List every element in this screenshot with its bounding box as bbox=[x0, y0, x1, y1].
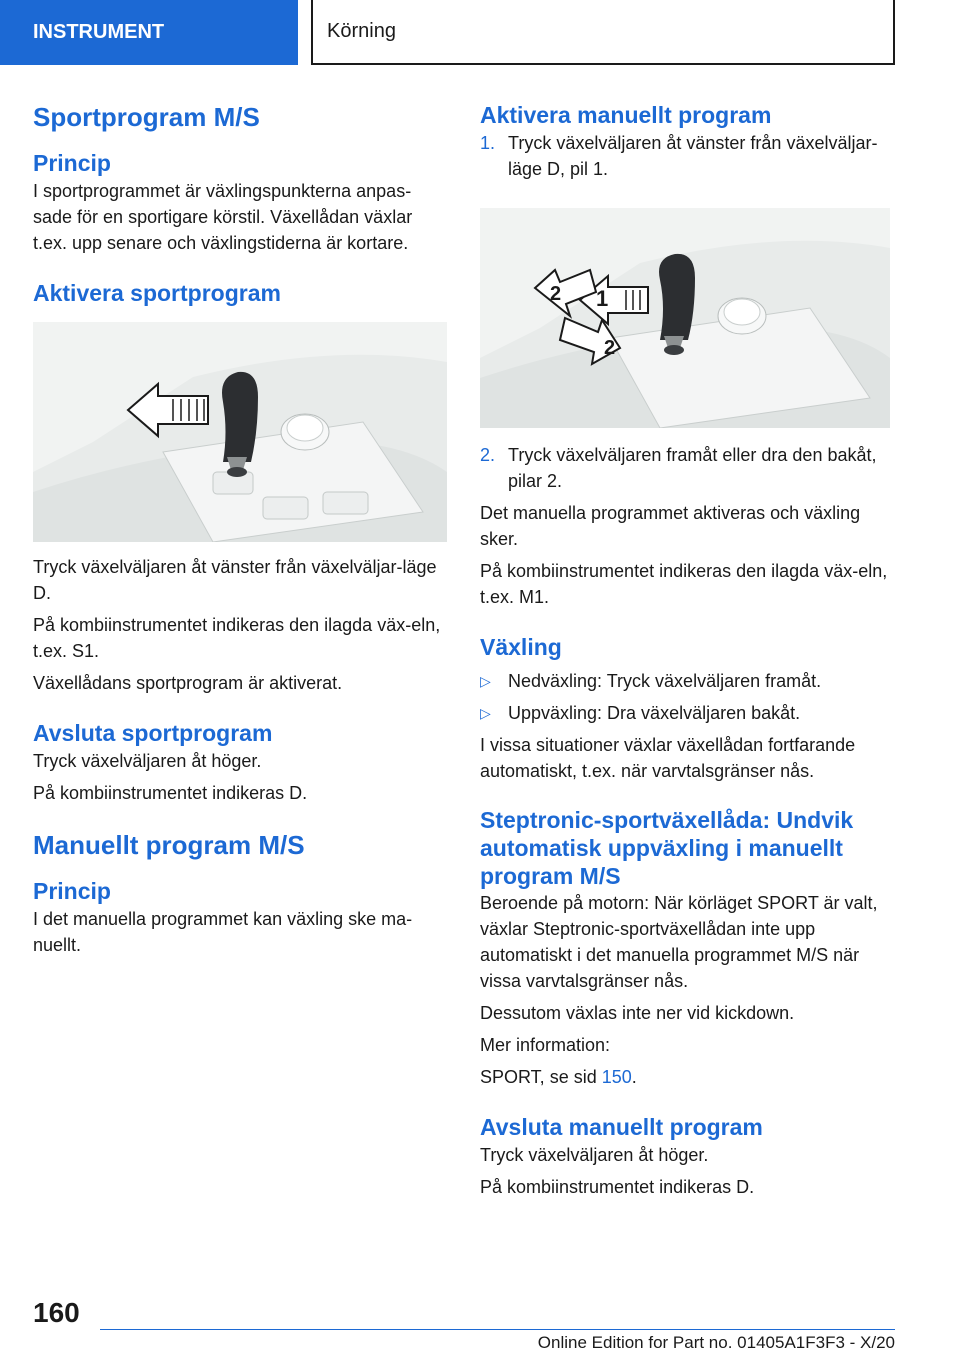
triangle-bullet-icon: ▷ bbox=[480, 705, 491, 721]
triangle-bullet-icon: ▷ bbox=[480, 673, 491, 689]
paragraph-endm-1: Tryck växelväljaren åt höger. bbox=[480, 1145, 709, 1165]
left-column bbox=[33, 100, 447, 958]
paragraph-end-1: Tryck växelväljaren åt höger. bbox=[33, 751, 262, 771]
heading-activate-sport: Aktivera sportprogram bbox=[33, 280, 281, 306]
paragraph-shift: I vissa situationer växlar växellådan fortfarande automatiskt, t.ex. när varvtalsgränser nås. bbox=[480, 735, 856, 781]
paragraph-sport-2: På kombiinstrumentet indikeras den ilagda väx-eln, t.ex. S1. bbox=[33, 615, 441, 661]
header-chapter-tab[interactable] bbox=[311, 0, 895, 65]
heading-shift: Växling bbox=[480, 634, 562, 660]
step-number: 2. bbox=[480, 445, 496, 465]
figure-label-arrow-2b: 2 bbox=[604, 337, 616, 359]
paragraph-end-2: På kombiinstrumentet indikeras D. bbox=[33, 783, 308, 803]
list-item-text: Uppväxling: Dra växelväljaren bakåt. bbox=[508, 703, 801, 723]
paragraph-steptronic-3: Mer information: bbox=[480, 1035, 611, 1055]
shift-list bbox=[480, 668, 892, 726]
steps-list-2 bbox=[480, 442, 892, 494]
heading-steptronic: Steptronic-sportväxellåda: Undvik automatisk uppväxling i manuellt program M/S bbox=[480, 807, 854, 889]
paragraph-manual-2: På kombiinstrumentet indikeras den ilagda väx-eln, t.ex. M1. bbox=[480, 561, 888, 607]
paragraph-steptronic-2: Dessutom växlas inte ner vid kickdown. bbox=[480, 1003, 795, 1023]
page-reference-link[interactable]: 150 bbox=[601, 1067, 632, 1087]
step-text: Tryck växelväljaren framåt eller dra den bakåt, pilar 2. bbox=[508, 445, 877, 491]
heading-sport-ms: Sportprogram M/S bbox=[33, 102, 260, 132]
paragraph-steptronic-4 bbox=[480, 1064, 892, 1090]
page-number: 160 bbox=[33, 1297, 80, 1328]
heading-end-manual: Avsluta manuellt program bbox=[480, 1114, 763, 1140]
heading-activate-manual: Aktivera manuellt program bbox=[480, 102, 772, 128]
header-section-label: INSTRUMENT bbox=[33, 21, 165, 43]
paragraph-sport-1: Tryck växelväljaren åt vänster från växelväljar-läge D. bbox=[33, 557, 437, 603]
header-chapter-label: Körning bbox=[327, 20, 396, 42]
list-item-text: Nedväxling: Tryck växelväljaren framåt. bbox=[508, 671, 822, 691]
paragraph-princip: I sportprogrammet är växlingspunkterna anpas-sade för en sportigare körstil. Växellådan växlar t.ex. upp senare och växlingstiderna är kortare. bbox=[33, 181, 413, 253]
steps-list-1 bbox=[480, 130, 892, 182]
list-item-downshift bbox=[480, 668, 892, 694]
paragraph-manual-1: Det manuella programmet aktiveras och växling sker. bbox=[480, 503, 861, 549]
heading-princip: Princip bbox=[33, 150, 111, 176]
xref-prefix: SPORT, se sid bbox=[480, 1067, 602, 1087]
heading-end-sport: Avsluta sportprogram bbox=[33, 720, 273, 746]
paragraph-steptronic-1: Beroende på motorn: När körläget SPORT är valt, växlar Steptronic-sportväxellådan inte upp automatiskt i det manuella programmet M/S när vissa varvtalsgränser nås. bbox=[480, 893, 878, 991]
figure-gear-selector-manual bbox=[480, 208, 890, 428]
paragraph-endm-2: På kombiinstrumentet indikeras D. bbox=[480, 1177, 755, 1197]
paragraph-princip-2: I det manuella programmet kan växling ske ma-nuellt. bbox=[33, 909, 413, 955]
heading-manual-ms: Manuellt program M/S bbox=[33, 830, 305, 860]
heading-princip-2: Princip bbox=[33, 878, 111, 904]
step-number: 1. bbox=[480, 133, 496, 153]
list-item-step-2 bbox=[480, 442, 892, 494]
figure-gear-selector-left bbox=[33, 322, 447, 542]
xref-suffix: . bbox=[631, 1067, 637, 1087]
step-text: Tryck växelväljaren åt vänster från växelväljar-läge D, pil 1. bbox=[508, 133, 878, 179]
footer-divider bbox=[100, 1329, 895, 1330]
right-column bbox=[480, 100, 892, 1200]
header-section-tab[interactable] bbox=[0, 0, 298, 65]
footer-edition: Online Edition for Part no. 01405A1F3F3 - X/20 bbox=[537, 1333, 895, 1352]
figure-label-arrow-2a: 2 bbox=[550, 283, 562, 305]
figure-label-arrow-1: 1 bbox=[596, 286, 609, 311]
list-item-step-1 bbox=[480, 130, 892, 182]
list-item-upshift bbox=[480, 700, 892, 726]
paragraph-sport-3: Växellådans sportprogram är aktiverat. bbox=[33, 673, 343, 693]
